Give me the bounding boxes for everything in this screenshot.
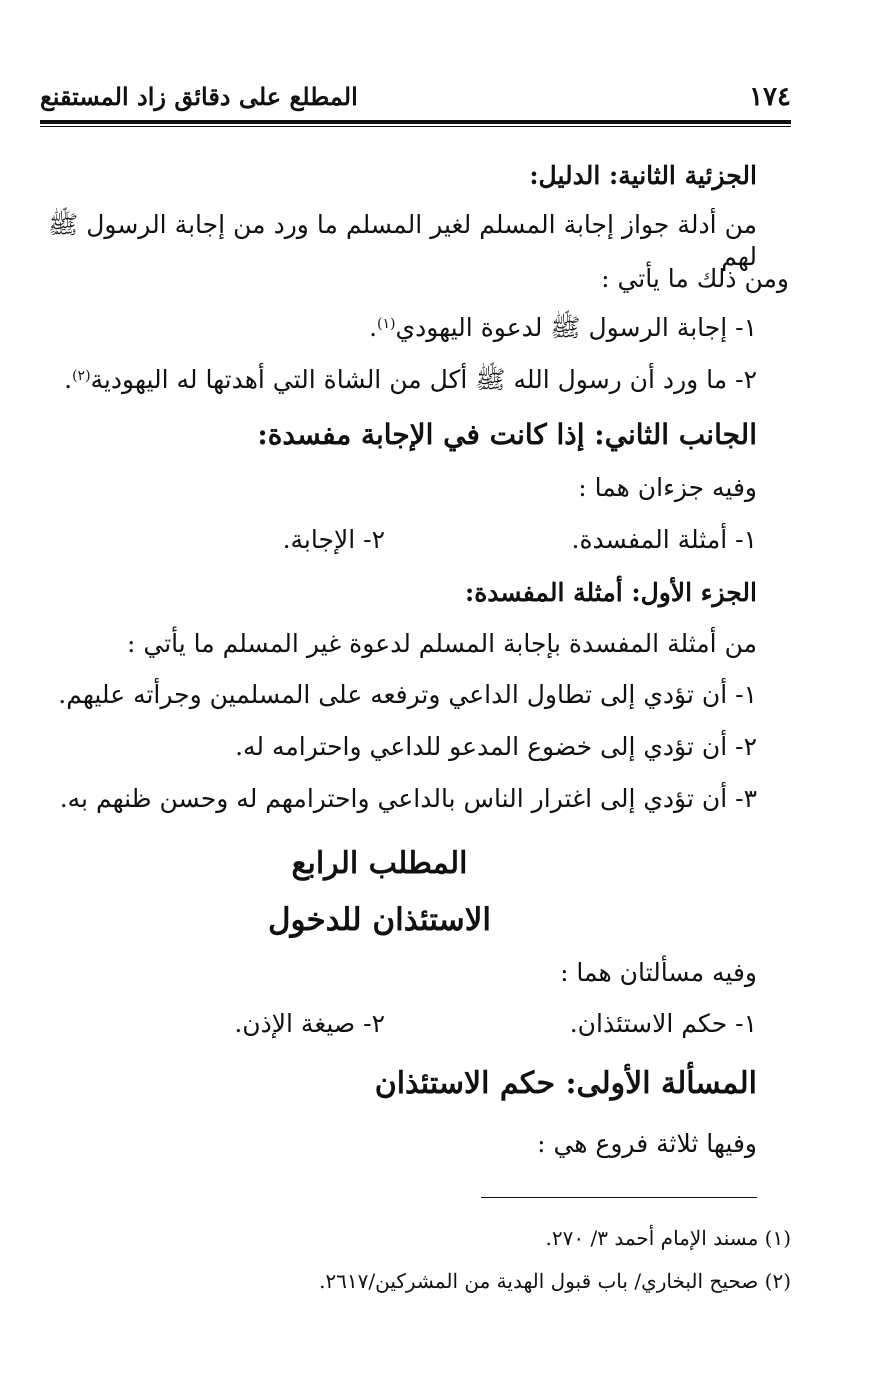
footnote-2: (٢) صحيح البخاري/ باب قبول الهدية من المشركين/٢٦١٧. <box>319 1269 791 1293</box>
footnote-rule <box>481 1197 757 1198</box>
section-subject: الاستئذان للدخول <box>267 902 492 938</box>
list-item-response: ٢- الإجابة. <box>282 525 385 554</box>
heading-issue-one: المسألة الأولى: حكم الاستئذان <box>374 1066 757 1101</box>
list-item-ruling: ١- حكم الاستئذان. <box>569 1009 757 1038</box>
footnote-1: (١) مسند الإمام أحمد ٣/ ٢٧٠. <box>545 1226 791 1250</box>
heading-part-one: الجزء الأول: أمثلة المفسدة: <box>464 578 757 607</box>
paragraph-three-branches: وفيها ثلاثة فروع هي : <box>537 1129 757 1158</box>
list-item-formula: ٢- صيغة الإذن. <box>234 1009 385 1038</box>
list-item-jewish-invitation <box>369 312 757 344</box>
footnote-ref-1: (١) <box>377 316 396 332</box>
paragraph-two-parts: وفيه جزءان هما : <box>578 473 757 502</box>
running-header <box>40 78 791 118</box>
list-item-harm-3: ٣- أن تؤدي إلى اغترار الناس بالداعي واحترامهم له وحسن ظنهم به. <box>59 784 757 813</box>
item-end: . <box>369 313 378 342</box>
list-item-sheep <box>64 364 757 396</box>
paragraph-line-1: من أدلة جواز إجابة المسلم لغير المسلم ما ورد من إجابة الرسول ﷺ لهم <box>48 210 757 271</box>
heading-evidence: الجزئية الثانية: الدليل: <box>529 161 757 190</box>
header-rule-thick <box>40 120 791 124</box>
paragraph-line-2: ومن ذلك ما يأتي : <box>601 264 789 293</box>
list-item-harm-1: ١- أن تؤدي إلى تطاول الداعي وترفعه على المسلمين وجرأته عليهم. <box>58 680 757 709</box>
footnote-ref-2: (٢) <box>72 368 91 384</box>
list-item-harm-2: ٢- أن تؤدي إلى خضوع المدعو للداعي واحترامه له. <box>235 732 757 761</box>
item-text: ١- إجابة الرسول ﷺ لدعوة اليهودي <box>395 313 757 342</box>
item-end: . <box>64 365 73 394</box>
paragraph-examples-intro: من أمثلة المفسدة بإجابة المسلم لدعوة غير المسلم ما يأتي : <box>127 629 757 658</box>
list-item-harm-examples: ١- أمثلة المفسدة. <box>571 525 757 554</box>
paragraph-two-issues: وفيه مسألتان هما : <box>560 958 757 987</box>
book-title: المطلع على دقائق زاد المستقنع <box>40 82 358 111</box>
item-text: ٢- ما ورد أن رسول الله ﷺ أكل من الشاة التي أهدتها له اليهودية <box>90 365 757 394</box>
header-rule-thin <box>40 126 791 127</box>
heading-harm-side: الجانب الثاني: إذا كانت في الإجابة مفسدة: <box>257 418 757 451</box>
section-heading: المطلب الرابع <box>291 846 468 881</box>
page-number: ١٧٤ <box>749 82 791 112</box>
